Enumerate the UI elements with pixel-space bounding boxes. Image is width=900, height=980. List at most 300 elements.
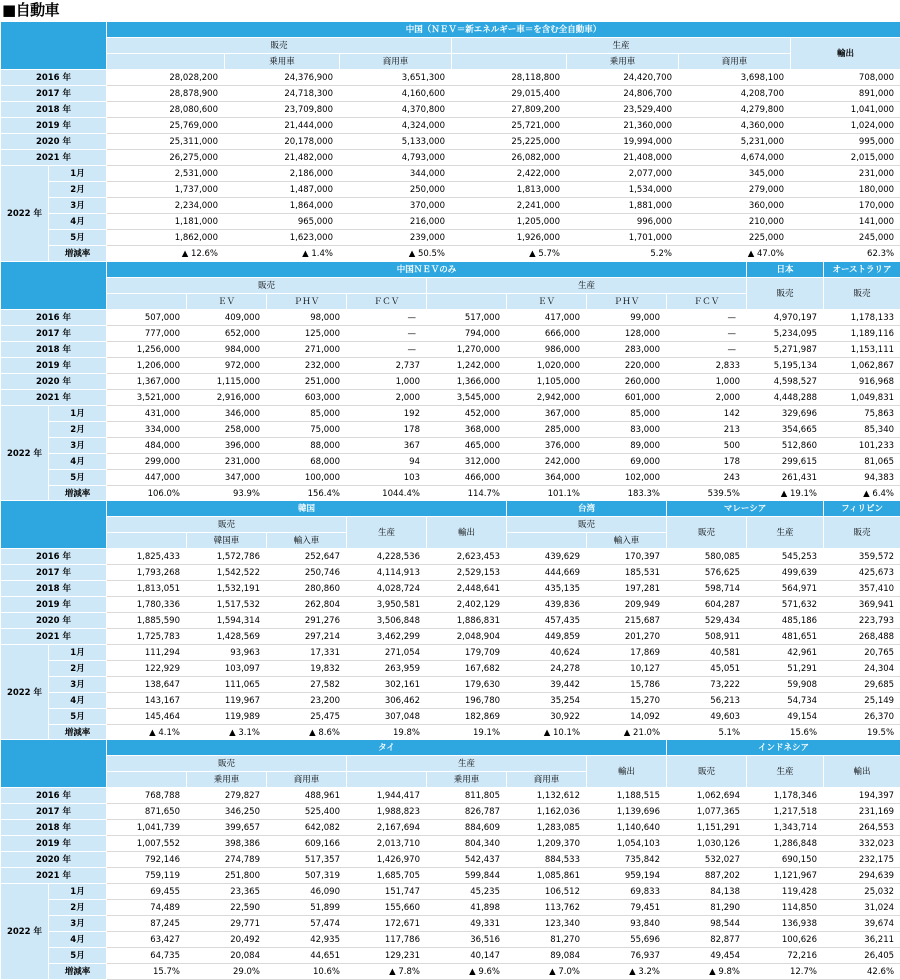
table-cell: 12.7% <box>747 964 824 980</box>
table-cell: 1,825,433 <box>107 549 187 565</box>
table-cell: ▲ 12.6% <box>107 246 225 262</box>
table-cell: 417,000 <box>507 310 587 326</box>
row-year-label: 2018 年 <box>1 102 107 118</box>
table-cell: 1,988,823 <box>347 804 427 820</box>
table-cell: 425,673 <box>824 565 900 581</box>
table-cell: 83,000 <box>587 422 667 438</box>
table-row <box>1 454 900 470</box>
table-cell: 4,114,913 <box>347 565 427 581</box>
table-cell: ▲ 5.7% <box>452 246 567 262</box>
table-cell: 4,598,527 <box>747 374 824 390</box>
table-cell: 76,937 <box>587 948 667 964</box>
row-month-label: 1月 <box>49 884 107 900</box>
table-cell: 571,632 <box>747 597 824 613</box>
table-cell: 24,806,700 <box>567 86 679 102</box>
table-cell: 1,944,417 <box>347 788 427 804</box>
table-cell: 367,000 <box>507 406 587 422</box>
table-cell: 3,651,300 <box>340 70 452 86</box>
table-cell: 2,241,000 <box>452 198 567 214</box>
table-cell: 3,521,000 <box>107 390 187 406</box>
table-row <box>1 677 900 693</box>
table-cell: 93,840 <box>587 916 667 932</box>
table-cell: 995,000 <box>791 134 900 150</box>
table-cell: 329,696 <box>747 406 824 422</box>
table-cell: ▲ 19.1% <box>747 486 824 502</box>
table-cell: 1,189,116 <box>824 326 900 342</box>
table-cell: 609,166 <box>267 836 347 852</box>
table-cell: 481,651 <box>747 629 824 645</box>
table-cell: 354,665 <box>747 422 824 438</box>
table-cell: 20,492 <box>187 932 267 948</box>
table-cell: 984,000 <box>187 342 267 358</box>
table-cell: 4,674,000 <box>679 150 791 166</box>
table-cell: 291,276 <box>267 613 347 629</box>
table-row <box>1 182 900 198</box>
table-cell: 64,735 <box>107 948 187 964</box>
table-cell: 75,863 <box>824 406 900 422</box>
table-cell: 232,000 <box>267 358 347 374</box>
table-cell: 1,426,970 <box>347 852 427 868</box>
header-passenger: 乗用車 <box>567 54 679 70</box>
header-corner <box>1 262 107 310</box>
row-year-label: 2017 年 <box>1 565 107 581</box>
table-cell: ▲ 6.4% <box>824 486 900 502</box>
table-cell: 5.2% <box>567 246 679 262</box>
table-cell: 598,714 <box>667 581 747 597</box>
table-cell: 192 <box>347 406 427 422</box>
table-cell: 24,304 <box>824 661 900 677</box>
country-korea: 韓国 <box>107 501 507 517</box>
table-cell: 98,000 <box>267 310 347 326</box>
table-cell: 916,968 <box>824 374 900 390</box>
table-cell: — <box>347 326 427 342</box>
table-cell: — <box>347 342 427 358</box>
table-cell: 243 <box>667 470 747 486</box>
table-cell: 1,062,867 <box>824 358 900 374</box>
table-cell: 101,233 <box>824 438 900 454</box>
page-title: ■自動車 <box>2 1 60 19</box>
table-cell: 996,000 <box>567 214 679 230</box>
table-cell: 307,048 <box>347 709 427 725</box>
table-cell: 1,725,783 <box>107 629 187 645</box>
table-cell: 759,119 <box>107 868 187 884</box>
table-cell: 242,000 <box>507 454 587 470</box>
table-cell: 223,793 <box>824 613 900 629</box>
header-export: 輸出 <box>587 756 667 788</box>
table-cell: 1,139,696 <box>587 804 667 820</box>
table-cell: 114.7% <box>427 486 507 502</box>
table-row <box>1 406 900 422</box>
table-cell: 376,000 <box>507 438 587 454</box>
table-cell: 35,254 <box>507 693 587 709</box>
table-cell: 4,970,197 <box>747 310 824 326</box>
table-cell: 1,283,085 <box>507 820 587 836</box>
table-cell: 2,531,000 <box>107 166 225 182</box>
table-cell: 100,000 <box>267 470 347 486</box>
table-cell: 5,133,000 <box>340 134 452 150</box>
table-cell: 4,448,288 <box>747 390 824 406</box>
row-year-label: 2017 年 <box>1 804 107 820</box>
table-cell: 85,340 <box>824 422 900 438</box>
table-row <box>1 709 900 725</box>
table-cell: 271,000 <box>267 342 347 358</box>
table-cell: 231,000 <box>791 166 900 182</box>
table-cell: 89,000 <box>587 438 667 454</box>
table-cell: 1,487,000 <box>225 182 340 198</box>
table-cell: 62.3% <box>791 246 900 262</box>
row-month-label: 5月 <box>49 948 107 964</box>
table-cell: 447,000 <box>107 470 187 486</box>
header-corner <box>1 740 107 788</box>
table-row <box>1 246 900 262</box>
table-cell: 170,397 <box>587 549 667 565</box>
table-cell: 972,000 <box>187 358 267 374</box>
row-rate-label: 増減率 <box>49 486 107 502</box>
table-cell: 1,151,291 <box>667 820 747 836</box>
header-imported: 輸入車 <box>587 533 667 549</box>
table-row <box>1 884 900 900</box>
table-cell: 370,000 <box>340 198 452 214</box>
table-cell: 545,253 <box>747 549 824 565</box>
table-cell: 1,242,000 <box>427 358 507 374</box>
table-row <box>1 868 900 884</box>
table-cell: 268,488 <box>824 629 900 645</box>
section-title: 中国ＮＥＶのみ <box>107 262 747 278</box>
table-cell: 1,178,133 <box>824 310 900 326</box>
table-cell: 708,000 <box>791 70 900 86</box>
table-cell: 179,709 <box>427 645 507 661</box>
table-cell: 484,000 <box>107 438 187 454</box>
table-cell: 239,000 <box>340 230 452 246</box>
header-corner <box>1 501 107 549</box>
table-cell: 3,698,100 <box>679 70 791 86</box>
table-cell: — <box>667 342 747 358</box>
table-cell: 1,885,590 <box>107 613 187 629</box>
table-cell: 122,929 <box>107 661 187 677</box>
header-corner <box>1 22 107 70</box>
table-cell: 123,340 <box>507 916 587 932</box>
table-cell: 1,685,705 <box>347 868 427 884</box>
table-cell: 26,082,000 <box>452 150 567 166</box>
table-cell: 1,864,000 <box>225 198 340 214</box>
row-year-label: 2019 年 <box>1 836 107 852</box>
table-cell: 49,154 <box>747 709 824 725</box>
row-year-label: 2016 年 <box>1 788 107 804</box>
table-cell: 24,718,300 <box>225 86 340 102</box>
header-phv: ＰＨＶ <box>267 294 347 310</box>
table-cell: 601,000 <box>587 390 667 406</box>
row-year-label: 2020 年 <box>1 134 107 150</box>
table-cell: 299,615 <box>747 454 824 470</box>
table-cell: 40,624 <box>507 645 587 661</box>
table-cell: 4,370,800 <box>340 102 452 118</box>
table-cell: 1,077,365 <box>667 804 747 820</box>
table-cell: 25,311,000 <box>107 134 225 150</box>
row-month-label: 2月 <box>49 422 107 438</box>
table-cell: 452,000 <box>427 406 507 422</box>
row-year-label: 2019 年 <box>1 358 107 374</box>
table-cell: 512,860 <box>747 438 824 454</box>
table-cell: 10,127 <box>587 661 667 677</box>
table-cell: 141,000 <box>791 214 900 230</box>
row-month-label: 4月 <box>49 693 107 709</box>
table-cell: 119,428 <box>747 884 824 900</box>
table-cell: 183.3% <box>587 486 667 502</box>
table-row <box>1 470 900 486</box>
table-cell: 49,454 <box>667 948 747 964</box>
header-production: 生産 <box>347 756 587 772</box>
table-cell: ▲ 7.8% <box>347 964 427 980</box>
country-japan: 日本 <box>747 262 824 278</box>
table-cell: 369,941 <box>824 597 900 613</box>
table-cell: 26,370 <box>824 709 900 725</box>
table-row <box>1 693 900 709</box>
table-cell: 499,639 <box>747 565 824 581</box>
table-cell: 23,365 <box>187 884 267 900</box>
table-row <box>1 166 900 182</box>
table-cell: 1,206,000 <box>107 358 187 374</box>
table-cell: 101.1% <box>507 486 587 502</box>
table-cell: 1,623,000 <box>225 230 340 246</box>
table-cell: 22,590 <box>187 900 267 916</box>
table-cell: 285,000 <box>507 422 587 438</box>
header-sales: 販売 <box>107 517 347 533</box>
table-cell: 4,228,536 <box>347 549 427 565</box>
table-cell: 210,000 <box>679 214 791 230</box>
table-cell: 68,000 <box>267 454 347 470</box>
table-row <box>1 358 900 374</box>
table-cell: 603,000 <box>267 390 347 406</box>
table-cell: 119,989 <box>187 709 267 725</box>
table-cell: 142 <box>667 406 747 422</box>
table-cell: 1,041,739 <box>107 820 187 836</box>
table-cell: 735,842 <box>587 852 667 868</box>
table-cell: 19,832 <box>267 661 347 677</box>
header-korean-cars: 韓国車 <box>187 533 267 549</box>
table-cell: 768,788 <box>107 788 187 804</box>
table-cell: 98,544 <box>667 916 747 932</box>
table-cell: 4,028,724 <box>347 581 427 597</box>
table-cell: 396,000 <box>187 438 267 454</box>
header-production: 生産 <box>747 756 824 788</box>
table-cell: 54,734 <box>747 693 824 709</box>
row-month-label: 5月 <box>49 709 107 725</box>
row-year-label: 2017 年 <box>1 86 107 102</box>
table-cell: 508,911 <box>667 629 747 645</box>
table-cell: 1,256,000 <box>107 342 187 358</box>
table-cell: 891,000 <box>791 86 900 102</box>
table-row <box>1 661 900 677</box>
table-cell: 27,809,200 <box>452 102 567 118</box>
country-taiwan: 台湾 <box>507 501 667 517</box>
table-cell: 74,489 <box>107 900 187 916</box>
table-cell: 1,049,831 <box>824 390 900 406</box>
table-cell: ▲ 10.1% <box>507 725 587 741</box>
row-month-label: 3月 <box>49 916 107 932</box>
korea-taiwan-table <box>0 500 900 741</box>
table-cell: 69,455 <box>107 884 187 900</box>
table-cell: 1,030,126 <box>667 836 747 852</box>
table-cell: ▲ 8.6% <box>267 725 347 741</box>
table-cell: 777,000 <box>107 326 187 342</box>
table-cell: 216,000 <box>340 214 452 230</box>
table-row <box>1 374 900 390</box>
table-cell: 1,181,000 <box>107 214 225 230</box>
table-cell: 3,462,299 <box>347 629 427 645</box>
row-month-label: 4月 <box>49 932 107 948</box>
header-sales: 販売 <box>824 517 900 549</box>
table-cell: 75,000 <box>267 422 347 438</box>
row-month-label: 2月 <box>49 182 107 198</box>
row-year-label: 2016 年 <box>1 310 107 326</box>
table-cell: 151,747 <box>347 884 427 900</box>
table-cell: 871,650 <box>107 804 187 820</box>
table-cell: 2,737 <box>347 358 427 374</box>
table-row <box>1 629 900 645</box>
table-cell: 1,780,336 <box>107 597 187 613</box>
table-cell: 28,878,900 <box>107 86 225 102</box>
table-cell: 103,097 <box>187 661 267 677</box>
table-cell: 82,877 <box>667 932 747 948</box>
table-cell: 5,195,134 <box>747 358 824 374</box>
table-cell: 299,000 <box>107 454 187 470</box>
table-cell: 2,015,000 <box>791 150 900 166</box>
table-row <box>1 150 900 166</box>
table-cell: 258,000 <box>187 422 267 438</box>
table-cell: 57,474 <box>267 916 347 932</box>
header-phv: ＰＨＶ <box>587 294 667 310</box>
header-sales: 販売 <box>507 517 667 533</box>
table-cell: 1,532,191 <box>187 581 267 597</box>
table-cell: 884,533 <box>507 852 587 868</box>
table-cell: ▲ 47.0% <box>679 246 791 262</box>
table-cell: 178 <box>347 422 427 438</box>
table-cell: 431,000 <box>107 406 187 422</box>
table-cell: 359,572 <box>824 549 900 565</box>
table-cell: 26,275,000 <box>107 150 225 166</box>
table-cell: 1,007,552 <box>107 836 187 852</box>
table-cell: 357,410 <box>824 581 900 597</box>
table-cell: 185,531 <box>587 565 667 581</box>
table-cell: 1,217,518 <box>747 804 824 820</box>
table-cell: 2,013,710 <box>347 836 427 852</box>
table-cell: 155,660 <box>347 900 427 916</box>
table-cell: ▲ 3.2% <box>587 964 667 980</box>
table-cell: 179,630 <box>427 677 507 693</box>
table-cell: ▲ 9.6% <box>427 964 507 980</box>
table-cell: 5,271,987 <box>747 342 824 358</box>
table-row <box>1 438 900 454</box>
row-year-label: 2021 年 <box>1 390 107 406</box>
header-passenger: 乗用車 <box>187 772 267 788</box>
table-cell: 59,908 <box>747 677 824 693</box>
table-cell: ▲ 4.1% <box>107 725 187 741</box>
table-cell: 1,140,640 <box>587 820 667 836</box>
table-cell: 507,000 <box>107 310 187 326</box>
header-ev: ＥＶ <box>507 294 587 310</box>
table-cell: 346,250 <box>187 804 267 820</box>
table-cell: 55,696 <box>587 932 667 948</box>
table-cell: 260,000 <box>587 374 667 390</box>
table-cell: 29.0% <box>187 964 267 980</box>
table-cell: 73,222 <box>667 677 747 693</box>
table-cell: 94 <box>347 454 427 470</box>
table-row <box>1 820 900 836</box>
table-cell: 274,789 <box>187 852 267 868</box>
row-year-label: 2020 年 <box>1 613 107 629</box>
header-sales: 販売 <box>667 517 747 549</box>
table-cell: 17,331 <box>267 645 347 661</box>
table-cell: 4,279,800 <box>679 102 791 118</box>
table-cell: 81,065 <box>824 454 900 470</box>
table-cell: 201,270 <box>587 629 667 645</box>
header-production: 生産 <box>747 517 824 549</box>
table-cell: 36,516 <box>427 932 507 948</box>
table-cell: 19.1% <box>427 725 507 741</box>
table-cell: 525,400 <box>267 804 347 820</box>
table-cell: 1,367,000 <box>107 374 187 390</box>
header-ev: ＥＶ <box>187 294 267 310</box>
table-cell: 19,994,000 <box>567 134 679 150</box>
table-cell: 1,000 <box>667 374 747 390</box>
table-cell: 884,609 <box>427 820 507 836</box>
table-row <box>1 230 900 246</box>
table-cell: 811,805 <box>427 788 507 804</box>
table-cell: 279,000 <box>679 182 791 198</box>
table-cell: 23,709,800 <box>225 102 340 118</box>
table-row <box>1 645 900 661</box>
table-cell: 599,844 <box>427 868 507 884</box>
table-cell: 488,961 <box>267 788 347 804</box>
table-cell: 312,000 <box>427 454 507 470</box>
table-cell: 302,161 <box>347 677 427 693</box>
header-production: 生産 <box>452 38 791 54</box>
table-cell: 690,150 <box>747 852 824 868</box>
table-cell: 367 <box>347 438 427 454</box>
header-commercial: 商用車 <box>679 54 791 70</box>
table-cell: 1,886,831 <box>427 613 507 629</box>
table-cell: 264,553 <box>824 820 900 836</box>
table-cell: 1,534,000 <box>567 182 679 198</box>
table-cell: 172,671 <box>347 916 427 932</box>
row-month-label: 5月 <box>49 230 107 246</box>
table-cell: 30,922 <box>507 709 587 725</box>
header-export: 輸出 <box>427 517 507 549</box>
table-cell: 106.0% <box>107 486 187 502</box>
table-cell: 262,804 <box>267 597 347 613</box>
table-cell: 41,898 <box>427 900 507 916</box>
table-cell: 102,000 <box>587 470 667 486</box>
table-cell: 23,200 <box>267 693 347 709</box>
table-cell: 87,245 <box>107 916 187 932</box>
header-commercial: 商用車 <box>267 772 347 788</box>
table-cell: 51,899 <box>267 900 347 916</box>
header-export: 輸出 <box>824 756 900 788</box>
table-cell: 1,572,786 <box>187 549 267 565</box>
table-cell: 1,162,036 <box>507 804 587 820</box>
table-cell: 72,216 <box>747 948 824 964</box>
table-cell: 576,625 <box>667 565 747 581</box>
row-group-label: 2022 年 <box>1 884 49 980</box>
table-cell: 250,746 <box>267 565 347 581</box>
row-year-label: 2019 年 <box>1 597 107 613</box>
table-cell: 45,051 <box>667 661 747 677</box>
table-cell: 2,623,453 <box>427 549 507 565</box>
table-cell: 143,167 <box>107 693 187 709</box>
row-year-label: 2021 年 <box>1 150 107 166</box>
table-cell: 1,813,051 <box>107 581 187 597</box>
table-cell: 29,685 <box>824 677 900 693</box>
